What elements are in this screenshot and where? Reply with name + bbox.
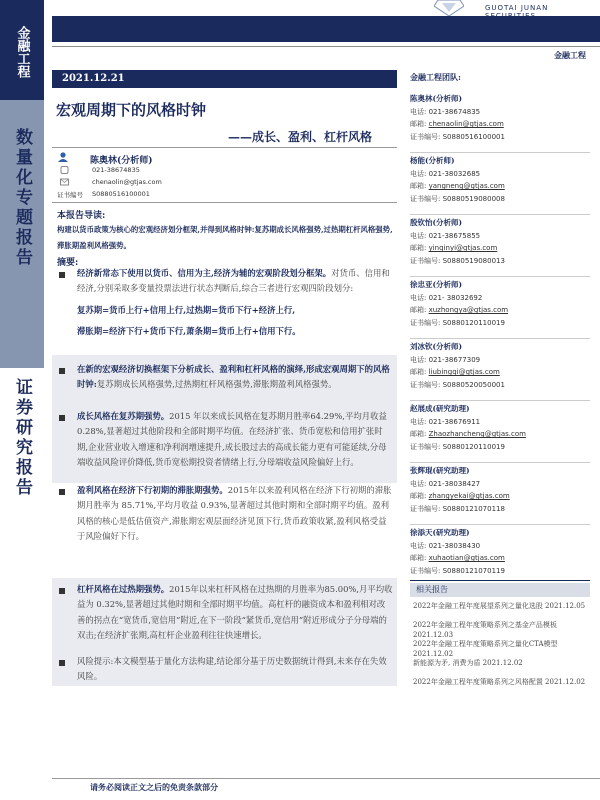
member-email[interactable]: liubingqi@gtjas.com: [428, 368, 500, 376]
divider: [410, 338, 590, 339]
member-phone: 021-38038430: [428, 541, 481, 550]
member-cert-row: [410, 379, 590, 392]
team-member: [410, 527, 590, 577]
member-name: 赵展成(研究助理): [410, 404, 470, 413]
abstract-paragraph-5: [77, 582, 393, 644]
divider: [410, 214, 590, 215]
guide-heading: 本报告导读:: [57, 211, 106, 221]
team-member: [410, 465, 590, 515]
cert-label: 证书编号:: [410, 194, 441, 203]
team-member: [410, 217, 590, 267]
author-email[interactable]: chenaolin@gtjas.com: [92, 178, 162, 186]
member-cert: S0880519080008: [442, 194, 505, 203]
paragraph-lead: 在新的宏观经济切换框架下分析成长、盈利和杠杆风格的演绎,形成宏观周期下的风格时钟:: [77, 364, 390, 390]
phone-label: 电话:: [410, 541, 427, 550]
team-member: [410, 403, 590, 453]
member-name: 陈奥林(分析师): [410, 94, 463, 103]
author-phone: 021-38674835: [92, 166, 140, 174]
paragraph-body: 2015 年以来成长风格在复苏期月胜率64.29%,平均月收益 0.28%,显著超过其他阶段和全部时期平均值。在经济扩张、货币宽松和信用扩张时期,企业营业收入增速和净利润增速提升,成长股过去的高成长能力更有可能延续,分母端收益风险评价降低,货币宽松期投资者情绪上行,分母端收益风险偏好上行。: [77, 411, 387, 468]
paragraph-body: 2015年以来盈利风格在经济下行初期的滞胀期月胜率为 85.71%,平均月收益 0.93%,显著超过其他时期和全部时期平均值。盈利风格的核心是低估值资产,滞胀期宏观层面经济见顶下行,货币政策收紧,盈利风格受益于风险偏好下行。: [77, 485, 392, 542]
cert-label: 证书编号:: [410, 318, 441, 327]
email-icon: [60, 178, 69, 186]
gem-logo-icon: [434, 0, 464, 16]
member-email[interactable]: chenaolin@gtjas.com: [428, 120, 504, 128]
paragraph-body: 风险提示:本文模型基于量化方法构建,结论部分基于历史数据统计得到,未来存在失效风险。: [77, 656, 387, 682]
sidebar-type-label: 数量化专题报告: [12, 128, 32, 268]
team-member: [410, 341, 590, 391]
member-phone-row: [410, 292, 590, 305]
member-email[interactable]: zhangyekai@gtjas.com: [428, 492, 510, 500]
divider: [410, 152, 590, 153]
member-name: 徐忠亚(分析师): [410, 280, 463, 289]
member-cert: S0880520050001: [442, 380, 505, 389]
email-label: 邮箱:: [410, 120, 427, 128]
member-cert-row: [410, 565, 590, 578]
paragraph-body: 2015年以来杠杆风格在过热期的月胜率为85.00%,月平均收益为 0.32%,显著超过其他时期和全部时期平均值。高杠杆的融资成本和盈利相对改善的拐点在“宽货币,宽信用”附近,在下一阶段“紧货币,宽信用”附近形成分子分母端的双击;在经济扩张期,高杠杆企业盈利往往快速增长。: [77, 584, 393, 641]
phone-label: 电话:: [410, 355, 427, 364]
member-email[interactable]: Zhaozhancheng@gtjas.com: [428, 430, 526, 438]
cert-label: 证书编号:: [410, 504, 441, 513]
abstract-heading: 摘要:: [57, 258, 79, 268]
abstract-paragraph-3: [77, 409, 393, 471]
divider: [52, 202, 397, 203]
paragraph-lead: 盈利风格在经济下行初期的滞胀期强势。: [77, 485, 228, 495]
report-title: 宏观周期下的风格时钟: [56, 101, 207, 119]
paragraph-body: 对货币、信用和经济,分别采取多变量投票法进行状态判断后,综合三者进行宏观四阶段划分:: [77, 268, 390, 294]
phone-label: 电话:: [410, 293, 427, 302]
team-member: [410, 93, 590, 143]
sidebar-research-label: 证券研究报告: [12, 378, 32, 498]
divider: [52, 147, 397, 148]
divider: [410, 400, 590, 401]
email-label: 邮箱:: [410, 554, 427, 562]
cert-label: 证书编号:: [410, 566, 441, 575]
member-name: 张辉琨(研究助理): [410, 466, 470, 475]
member-name: 殷钦怡(分析师): [410, 218, 463, 227]
bullet-icon: [59, 489, 65, 495]
related-heading: 相关报告: [410, 583, 590, 597]
footer-disclaimer[interactable]: 请务必阅读正文之后的免责条款部分: [90, 782, 218, 792]
guide-text: 构建以货币政策为核心的宏观经济划分框架,并得到风格时钟:复苏期成长风格强势,过热期杠杆风格强势,滞胀期盈利风格强势。: [57, 225, 393, 250]
member-email-row: [410, 242, 590, 255]
member-cert: S0880120110019: [442, 442, 505, 451]
cert-label: 证书编号:: [410, 442, 441, 451]
author-name: 陈奥林(分析师): [90, 156, 153, 166]
related-report-item[interactable]: 新能源为矛, 消费为盾 2021.12.02: [413, 659, 523, 667]
bullet-icon: [59, 368, 65, 374]
divider: [410, 276, 590, 277]
author-cert-label: 证书编号: [57, 191, 83, 199]
equation-line-1: 复苏期=货币上行+信用上行,过热期=货币下行+经济上行,: [77, 304, 296, 315]
member-cert-row: [410, 255, 590, 268]
equation-line-2: 滞胀期=经济下行+货币下行,萧条期=货币上行+信用下行。: [77, 326, 301, 337]
member-cert: S0880121070118: [442, 504, 505, 513]
team-member: [410, 279, 590, 329]
member-phone: 021-38032685: [428, 169, 481, 178]
email-label: 邮箱:: [410, 368, 427, 376]
email-label: 邮箱:: [410, 306, 427, 314]
member-name: 徐添天(研究助理): [410, 528, 470, 537]
bullet-icon: [59, 272, 65, 278]
member-cert-row: [410, 317, 590, 330]
related-report-item[interactable]: 2022年金融工程年度策略系列之量化CTA模型 2021.12.02: [413, 640, 558, 658]
member-phone-row: [410, 230, 590, 243]
brand-logo-text: GUOTAI JUNAN SECURITIES: [485, 4, 549, 20]
abstract-paragraph-1: [77, 266, 393, 340]
member-phone: 021-38675855: [428, 231, 481, 240]
paragraph-lead: 成长风格在复苏期强势。: [77, 411, 170, 421]
divider: [410, 524, 590, 525]
member-phone-row: [410, 106, 590, 119]
member-phone-row: [410, 540, 590, 553]
member-email-row: [410, 304, 590, 317]
phone-label: 电话:: [410, 107, 427, 116]
related-report-item[interactable]: 2022年金融工程年度策略系列之基金产品模板 2021.12.03: [413, 621, 557, 639]
cert-label: 证书编号:: [410, 132, 441, 141]
abstract-paragraph-6: [77, 654, 393, 685]
member-cert: S0880121070119: [442, 566, 505, 575]
member-email[interactable]: yinqinyi@gtjas.com: [428, 244, 498, 252]
email-label: 邮箱:: [410, 430, 427, 438]
member-email-row: [410, 428, 590, 441]
bullet-icon: [59, 660, 65, 666]
phone-label: 电话:: [410, 169, 427, 178]
member-cert: S0880516100001: [442, 132, 505, 141]
member-phone-row: [410, 478, 590, 491]
member-email-row: [410, 366, 590, 379]
team-heading: 金融工程团队:: [410, 72, 461, 82]
bullet-icon: [59, 415, 65, 421]
person-icon: [57, 152, 69, 162]
sidebar-category-label: 金融工程: [14, 26, 30, 78]
divider: [410, 462, 590, 463]
phone-icon: [60, 166, 69, 174]
report-subtitle: ——成长、盈利、杠杆风格: [228, 130, 373, 144]
member-cert: S0880519080013: [442, 256, 505, 265]
member-phone-row: [410, 354, 590, 367]
phone-label: 电话:: [410, 231, 427, 240]
divider: [410, 580, 590, 581]
member-email-row: [410, 490, 590, 503]
member-phone-row: [410, 416, 590, 429]
related-report-item[interactable]: 2022年金融工程年度策略系列之风格配置 2021.12.02: [413, 678, 586, 686]
member-name: 杨能(分析师): [410, 156, 455, 165]
abstract-paragraph-2: [77, 362, 393, 393]
paragraph-lead: 杠杆风格在过热期强势。: [77, 584, 170, 594]
member-cert-row: [410, 193, 590, 206]
member-email[interactable]: xuzhongya@gtjas.com: [428, 306, 509, 314]
member-phone: 021- 38032692: [428, 293, 483, 302]
sidebar-category-block: [0, 0, 44, 100]
member-email-row: [410, 552, 590, 565]
header-category: 金融工程: [554, 50, 586, 60]
member-cert-row: [410, 503, 590, 516]
member-cert-row: [410, 441, 590, 454]
phone-label: 电话:: [410, 417, 427, 426]
member-phone: 021-38677309: [428, 355, 481, 364]
related-report-item[interactable]: 2022年金融工程年度展望系列之量化选股 2021.12.05: [413, 602, 586, 610]
email-label: 邮箱:: [410, 244, 427, 252]
member-cert-row: [410, 131, 590, 144]
cert-label: 证书编号:: [410, 380, 441, 389]
member-name: 刘冰钦(分析师): [410, 342, 463, 351]
bullet-icon: [59, 588, 65, 594]
paragraph-lead: 经济新常态下使用以货币、信用为主,经济为辅的宏观阶段划分框架。: [77, 268, 332, 278]
member-email[interactable]: yangneng@gtjas.com: [428, 182, 505, 190]
member-email-row: [410, 118, 590, 131]
member-cert: S0880120110019: [442, 318, 505, 327]
cert-label: 证书编号:: [410, 256, 441, 265]
member-email[interactable]: xuhaotian@gtjas.com: [428, 554, 505, 562]
report-date: 2021.12.21: [52, 70, 397, 88]
phone-label: 电话:: [410, 479, 427, 488]
member-phone: 021-38676911: [428, 417, 481, 426]
footer-rule: [52, 778, 600, 779]
member-phone: 021-38674835: [428, 107, 481, 116]
email-label: 邮箱:: [410, 492, 427, 500]
paragraph-body: 复苏期成长风格强势,过热期杠杆风格强势,滞胀期盈利风格强势。: [96, 379, 337, 390]
email-label: 邮箱:: [410, 182, 427, 190]
team-member: [410, 155, 590, 205]
member-phone-row: [410, 168, 590, 181]
member-phone: 021-38038427: [428, 479, 481, 488]
header-rule: [52, 46, 600, 47]
member-email-row: [410, 180, 590, 193]
author-cert: S0880516100001: [92, 190, 150, 198]
abstract-paragraph-4: [77, 483, 393, 545]
